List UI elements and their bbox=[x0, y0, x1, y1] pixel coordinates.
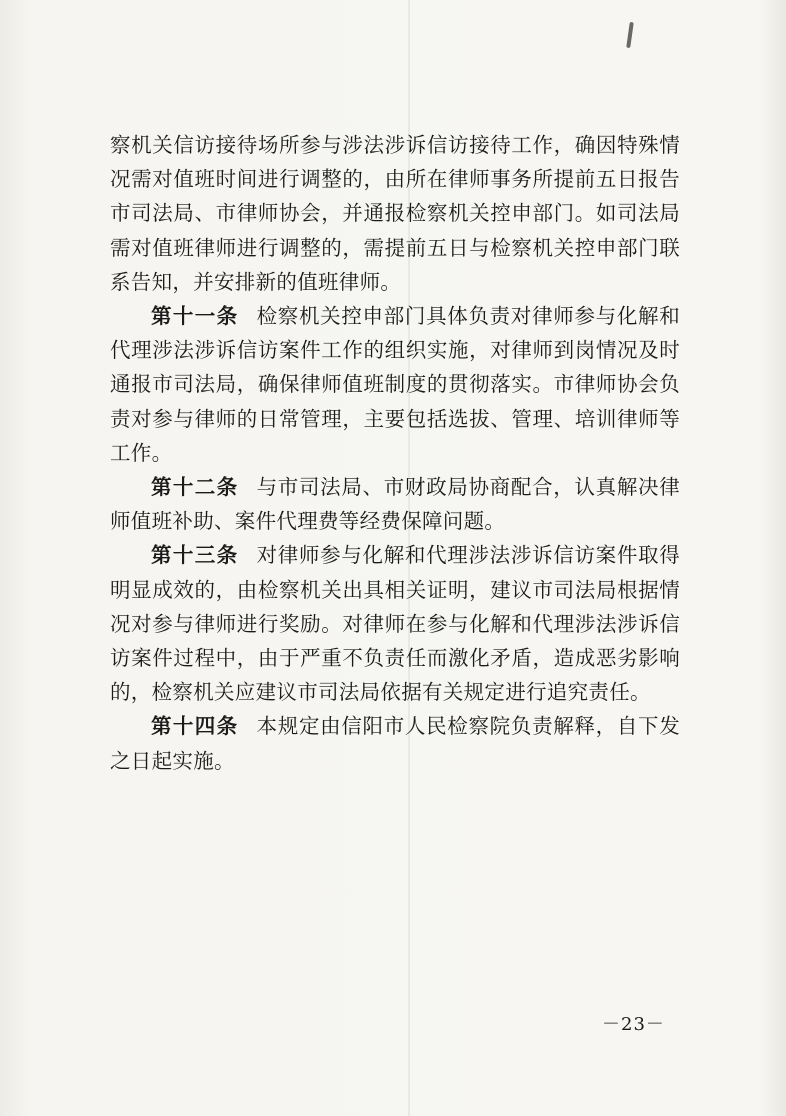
article-title: 第十二条 bbox=[151, 475, 239, 500]
article-text: 检察机关控申部门具体负责对律师参与化解和代理涉法涉诉信访案件工作的组织实施，对律师到岗情况及时通报市司法局，确保律师值班制度的贯彻落实。市律师协会负责对参与律师的日常管理，主要包括选拔、管理、培训律师等工作。 bbox=[110, 304, 681, 465]
paragraph-text: 察机关信访接待场所参与涉法涉诉信访接待工作，确因特殊情况需对值班时间进行调整的，由所在律师事务所提前五日报告市司法局、市律师协会，并通报检察机关控申部门。如司法局需对值班律师进行调整的，需提前五日与检察机关控申部门联系告知，并安排新的值班律师。 bbox=[110, 133, 680, 294]
article-text: 对律师参与化解和代理涉法涉诉信访案件取得明显成效的，由检察机关出具相关证明，建议市司法局根据情况对参与律师进行奖励。对律师在参与化解和代理涉法涉诉信访案件过程中，由于严重不负责任而激化矛盾，造成恶劣影响的，检察机关应建议市司法局依据有关规定进行追究责任。 bbox=[110, 543, 681, 705]
document-body bbox=[110, 128, 680, 778]
article-title: 第十一条 bbox=[151, 304, 239, 329]
scan-ink-mark bbox=[626, 22, 634, 48]
article-12 bbox=[110, 470, 680, 538]
page-number: －23－ bbox=[602, 1014, 665, 1035]
article-text: 本规定由信阳市人民检察院负责解释，自下发之日起实施。 bbox=[110, 714, 681, 773]
article-text: 与市司法局、市财政局协商配合，认真解决律师值班补助、案件代理费等经费保障问题。 bbox=[110, 475, 681, 534]
article-title: 第十三条 bbox=[151, 543, 239, 568]
article-14 bbox=[110, 709, 680, 777]
article-11 bbox=[110, 299, 680, 470]
paragraph-continuation bbox=[110, 128, 680, 299]
article-title: 第十四条 bbox=[151, 714, 239, 739]
article-13 bbox=[110, 538, 680, 709]
